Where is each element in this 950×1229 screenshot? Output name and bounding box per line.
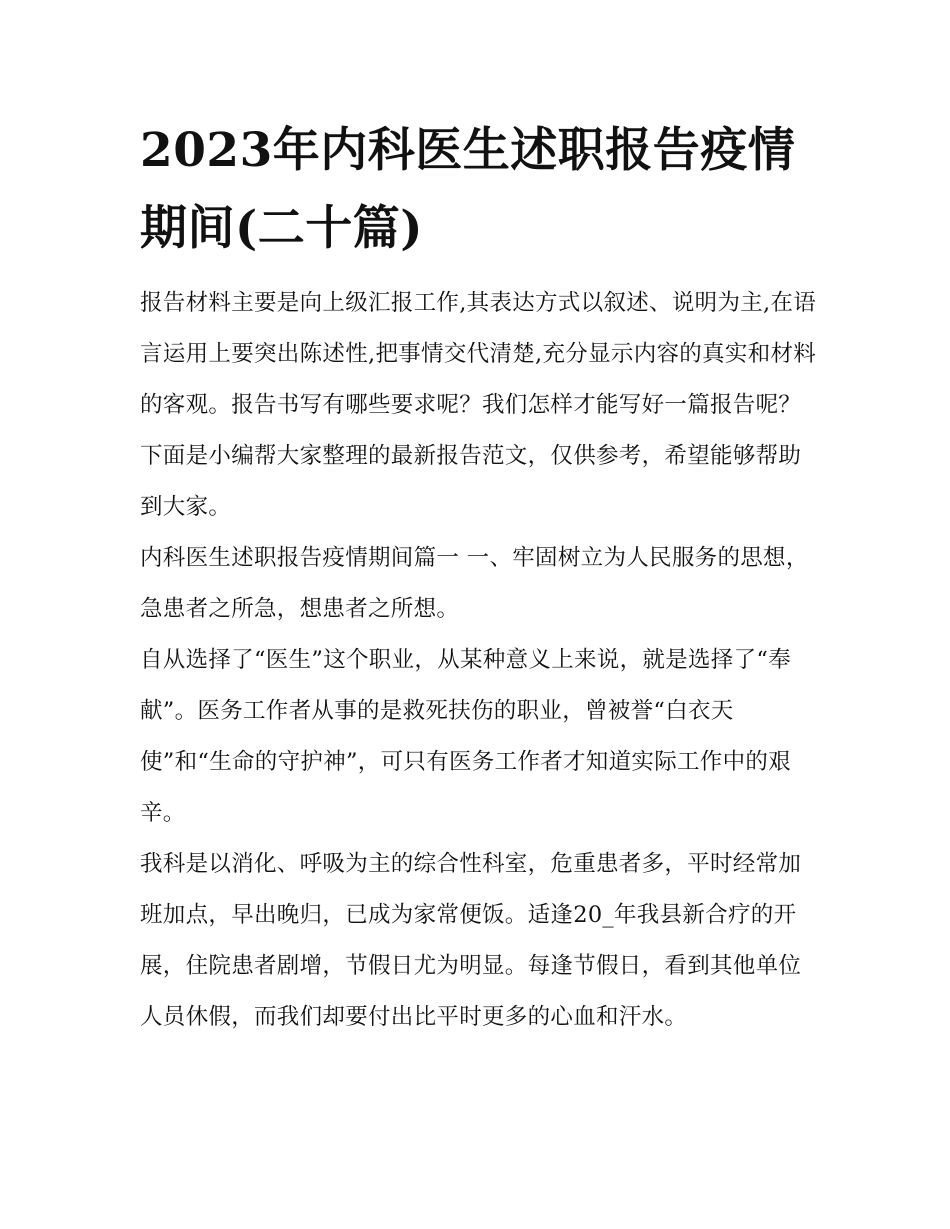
document-body [140, 278, 820, 1043]
paragraph-department: 我科是以消化、呼吸为主的综合性科室，危重患者多，平时经常加班加点，早出晚归，已成为家常便饭。适逢20_年我县新合疗的开展，住院患者剧增，节假日尤为明显。每逢节假日，看到其他单位人员休假，而我们却要付出比平时更多的心血和汗水。 [140, 851, 802, 1030]
document-title: 2023年内科医生述职报告疫情期间(二十篇) [140, 123, 796, 256]
paragraph-section-one: 内科医生述职报告疫情期间篇一 一、牢固树立为人民服务的思想，急患者之所急，想患者之所想。 [140, 545, 809, 622]
paragraph-profession: 自从选择了“医生”这个职业，从某种意义上来说，就是选择了“奉献”。医务工作者从事的是救死扶伤的职业，曾被誉“白衣天使”和“生命的守护神”，可只有医务工作者才知道实际工作中的艰辛。 [140, 647, 792, 826]
paragraph-intro: 报告材料主要是向上级汇报工作,其表达方式以叙述、说明为主,在语言运用上要突出陈述性,把事情交代清楚,充分显示内容的真实和材料的客观。报告书写有哪些要求呢？我们怎样才能写好一篇报告呢？下面是小编帮大家整理的最新报告范文，仅供参考，希望能够帮助到大家。 [140, 290, 817, 520]
